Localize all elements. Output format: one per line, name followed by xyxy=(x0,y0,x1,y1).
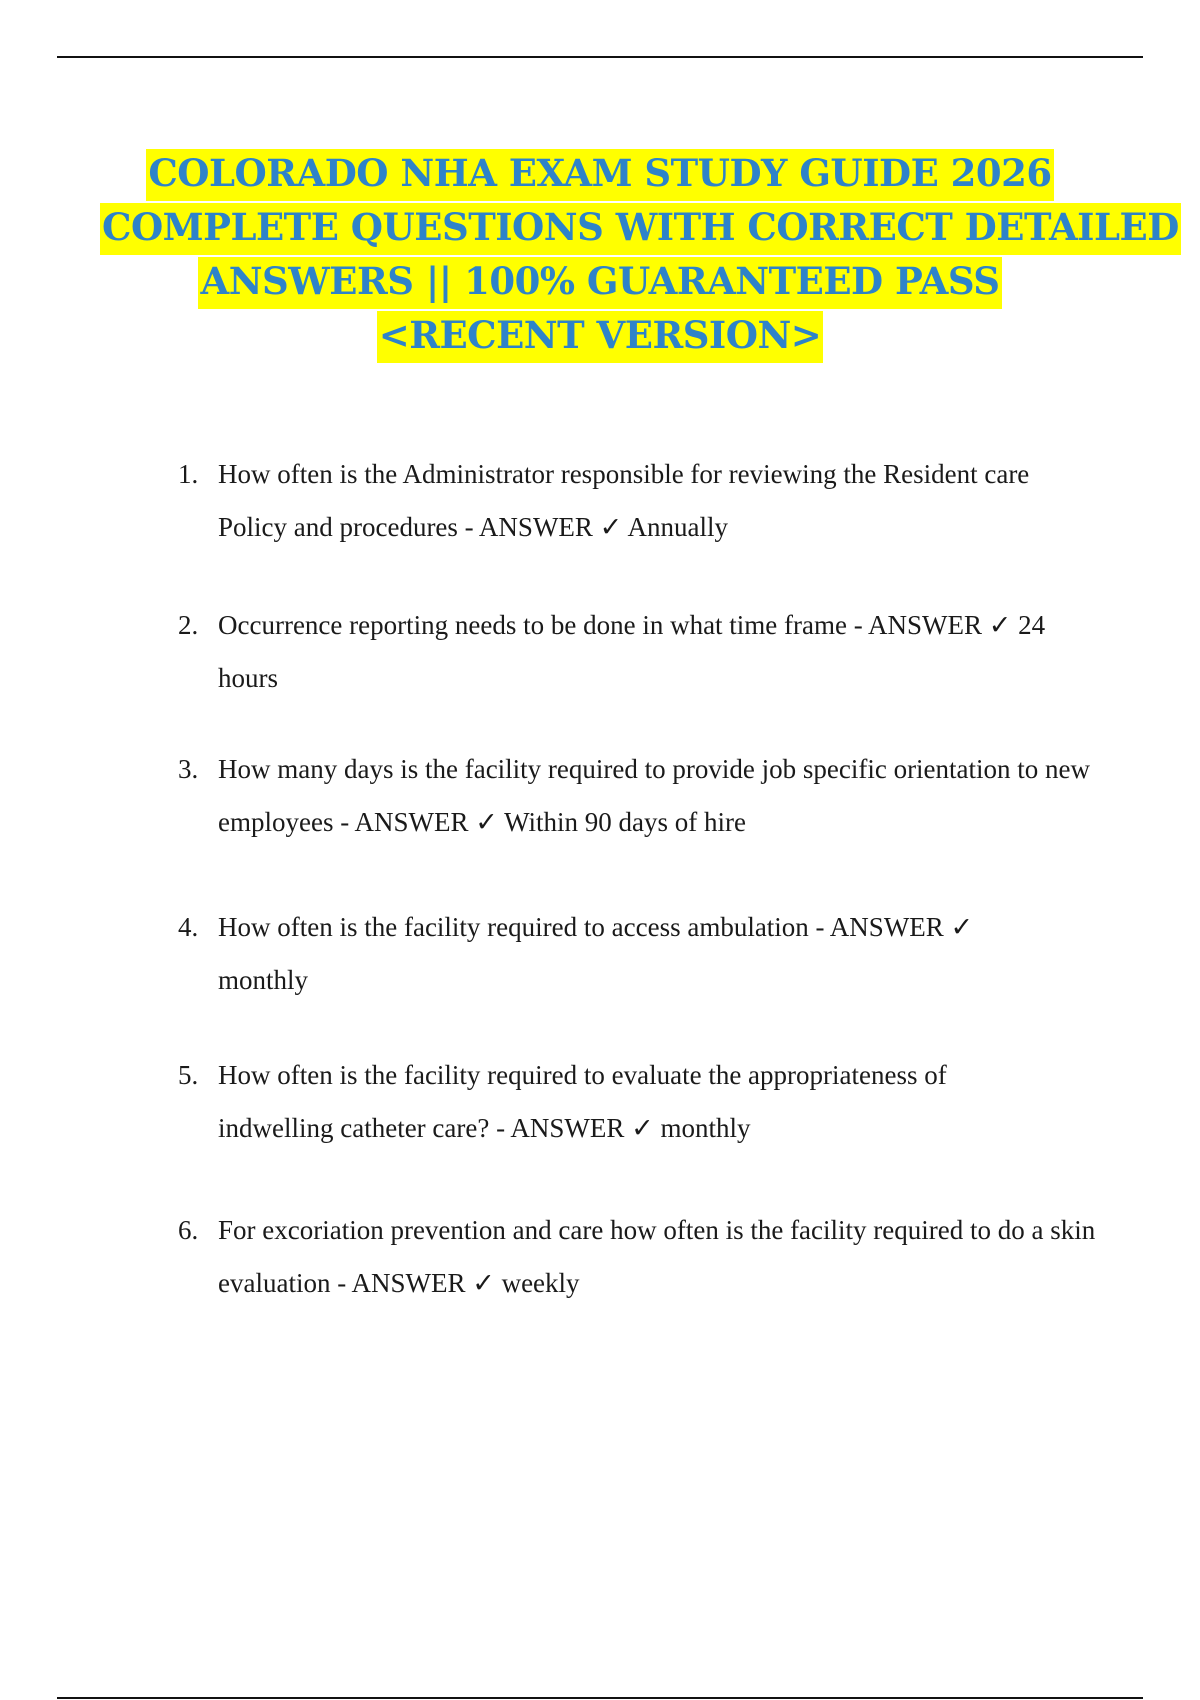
question-text: How many days is the facility required to provide job specific orientation to new employees - ANSWER ✓ Within 90 days of hire xyxy=(218,754,1091,837)
title-line xyxy=(100,308,1100,362)
question-number: 5. xyxy=(178,1060,199,1090)
question-number: 3. xyxy=(178,754,199,784)
question-text: Occurrence reporting needs to be done in what time frame - ANSWER ✓ 24 hours xyxy=(218,610,1046,693)
title-line xyxy=(100,254,1100,308)
title-line xyxy=(100,200,1179,254)
question-item-1 xyxy=(178,448,1098,554)
question-item-6 xyxy=(178,1204,1098,1310)
question-number: 2. xyxy=(178,610,199,640)
question-item-3 xyxy=(178,743,1098,849)
title-line-1: COLORADO NHA EXAM STUDY GUIDE 2026 xyxy=(146,149,1053,201)
title-line-4: <RECENT VERSION> xyxy=(377,311,824,363)
question-number: 4. xyxy=(178,912,199,942)
question-item-2 xyxy=(178,599,1098,705)
title-line xyxy=(100,146,1100,200)
top-rule xyxy=(57,56,1143,58)
question-number: 1. xyxy=(178,459,199,489)
title-line-2: COMPLETE QUESTIONS WITH CORRECT DETAILED xyxy=(100,203,1181,255)
bottom-rule xyxy=(57,1697,1143,1699)
document-title xyxy=(100,146,1179,362)
question-text: How often is the facility required to access ambulation - ANSWER ✓ monthly xyxy=(218,912,974,995)
question-item-5 xyxy=(178,1049,1098,1155)
question-item-4 xyxy=(178,901,1098,1007)
question-list xyxy=(178,448,1098,1310)
question-text: How often is the facility required to evaluate the appropriateness of indwelling catheter care? - ANSWER ✓ monthly xyxy=(218,1060,947,1143)
question-text: How often is the Administrator responsible for reviewing the Resident care Policy and procedures - ANSWER ✓ Annually xyxy=(218,459,1030,542)
title-line-3: ANSWERS || 100% GUARANTEED PASS xyxy=(198,257,1001,309)
question-number: 6. xyxy=(178,1215,199,1245)
question-text: For excoriation prevention and care how often is the facility required to do a skin evaluation - ANSWER ✓ weekly xyxy=(218,1215,1096,1298)
